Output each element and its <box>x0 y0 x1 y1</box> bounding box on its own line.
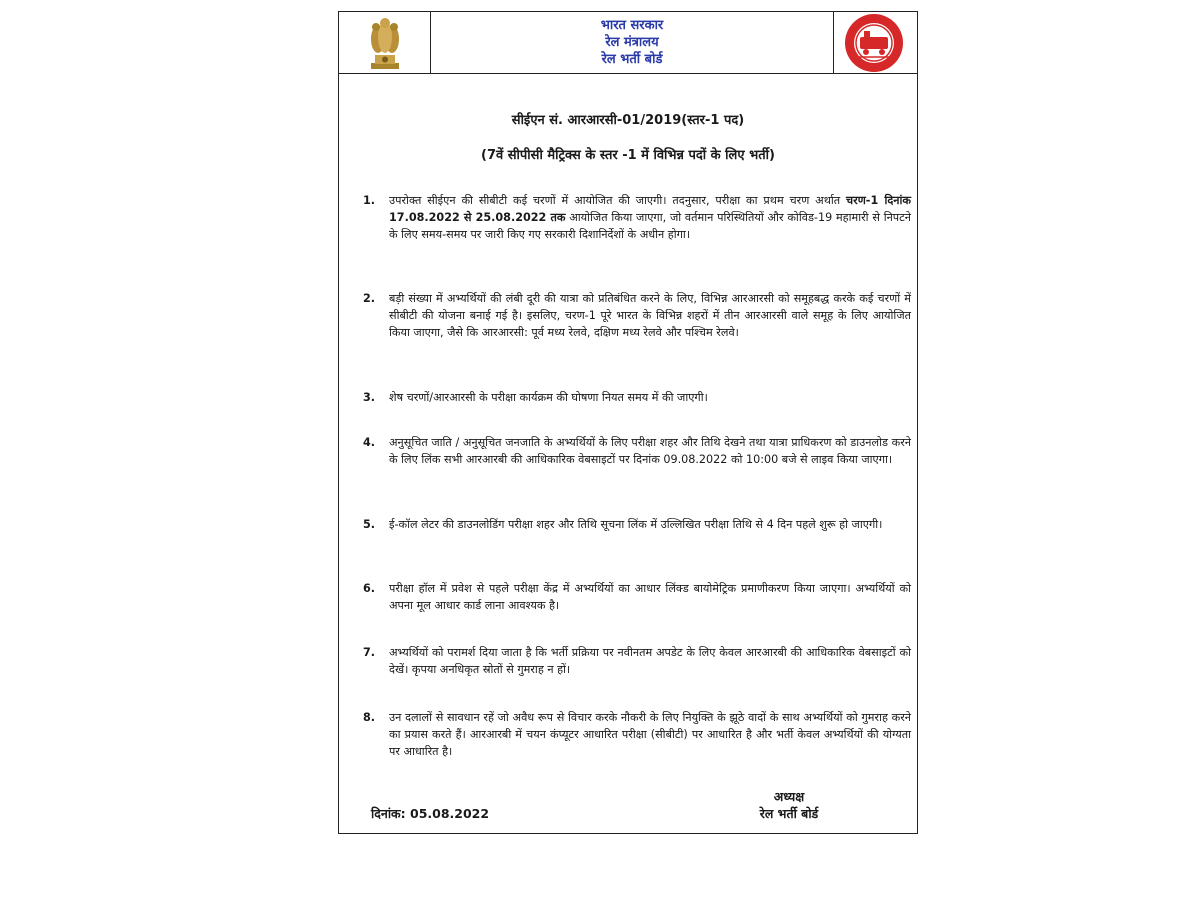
ministry-of-railways: रेल मंत्रालय <box>605 35 659 50</box>
signatory-board: रेल भर्ती बोर्ड <box>759 806 819 821</box>
railway-recruitment-board: रेल भर्ती बोर्ड <box>601 52 663 67</box>
letterhead <box>339 12 917 74</box>
item-text: बड़ी संख्या में अभ्यर्थियों की लंबी दूरी की यात्रा को प्रतिबंधित करने के लिए, विभिन्न आरआरसी को समूहबद्ध करके कई चरणों में सीबीटी की योजना बनाई गई है। इसलिए, चरण-1 पूरे भारत के विभिन्न शहरों में तीन आरआरसी वाले समूह के लिए आयोजित किया जाएगा, जैसे कि आरआरसी: पूर्व मध्य रेलवे, दक्षिण मध्य रेलवे और पश्चिम रेलवे। <box>389 292 911 339</box>
item-number: 4. <box>363 436 376 449</box>
letterhead-titles <box>431 12 833 73</box>
signatory-title: अध्यक्ष <box>773 789 805 804</box>
notice-item-6 <box>363 580 911 614</box>
recruitment-subtitle: (7वें सीपीसी मैट्रिक्स के स्तर -1 में विभिन्न पदों के लिए भर्ती) <box>481 148 775 163</box>
notice-item-2 <box>363 290 911 341</box>
item-number: 8. <box>363 711 376 724</box>
item-number: 7. <box>363 646 376 659</box>
phase-1-dates: चरण-1 दिनांक 17.08.2022 से 25.08.2022 तक <box>389 194 911 224</box>
item-text: ई-कॉल लेटर की डाउनलोडिंग परीक्षा शहर और तिथि सूचना लिंक में उल्लिखित परीक्षा तिथि से 4 दिन पहले शुरू हो जाएगी। <box>389 518 883 531</box>
notice-item-7 <box>363 644 911 678</box>
indian-railways-logo-icon <box>844 13 904 73</box>
item-text: शेष चरणों/आरआरसी के परीक्षा कार्यक्रम की घोषणा नियत समय में की जाएगी। <box>389 391 708 404</box>
notice-item-4 <box>363 434 911 468</box>
notice-item-3 <box>363 389 911 406</box>
item-text: उपरोक्त सीईएन की सीबीटी कई चरणों में आयोजित की जाएगी। तदनुसार, परीक्षा का प्रथम चरण अर्थात चरण-1 दिनांक 17.08.2022 से 25.08.2022 तक आयोजित किया जाएगा, जो वर्तमान परिस्थितियों और कोविड-19 महामारी से निपटने के लिए समय-समय पर जारी किए गए सरकारी दिशानिर्देशों के अधीन होगा। <box>389 194 911 241</box>
item-text: अभ्यर्थियों को परामर्श दिया जाता है कि भर्ती प्रक्रिया पर नवीनतम अपडेट के लिए केवल आरआरबी की आधिकारिक वेबसाइटों को देखें। कृपया अनधिकृत स्रोतों से गुमराह न हों। <box>389 646 911 676</box>
notice-item-5 <box>363 516 911 533</box>
item-text: परीक्षा हॉल में प्रवेश से पहले परीक्षा केंद्र में अभ्यर्थियों का आधार लिंक्ड बायोमेट्रिक प्रमाणीकरण किया जाएगा। अभ्यर्थियों को अपना मूल आधार कार्ड लाना आवश्यक है। <box>389 582 911 612</box>
state-emblem-icon <box>365 15 405 71</box>
item-number: 6. <box>363 582 376 595</box>
notice-date: दिनांक: 05.08.2022 <box>371 806 490 821</box>
notice-item-8 <box>363 709 911 760</box>
item-text: अनुसूचित जाति / अनुसूचित जनजाति के अभ्यर्थियों के लिए परीक्षा शहर और तिथि देखने तथा यात्रा प्राधिकरण को डाउनलोड करने के लिए लिंक सभी आरआरबी की आधिकारिक वेबसाइटों पर दिनांक 09.08.2022 को 10:00 बजे से लाइव किया जाएगा। <box>389 436 911 466</box>
item-text: उन दलालों से सावधान रहें जो अवैध रूप से विचार करके नौकरी के लिए नियुक्ति के झूठे वादों के साथ अभ्यर्थियों को गुमराह करने का प्रयास करते हैं। आरआरबी में चयन कंप्यूटर आधारित परीक्षा (सीबीटी) पर आधारित है और भर्ती केवल अभ्यर्थियों की योग्यता पर आधारित है। <box>389 711 911 758</box>
cen-number-title: सीईएन सं. आरआरसी-01/2019(स्तर-1 पद) <box>511 113 745 128</box>
govt-of-india: भारत सरकार <box>600 18 664 33</box>
item-number: 2. <box>363 292 376 305</box>
item-number: 5. <box>363 518 376 531</box>
item-number: 1. <box>363 194 376 207</box>
notice-document <box>338 11 918 834</box>
emblem-cell <box>339 12 431 73</box>
item-number: 3. <box>363 391 376 404</box>
notice-item-1 <box>363 192 911 243</box>
logo-cell <box>833 12 917 73</box>
